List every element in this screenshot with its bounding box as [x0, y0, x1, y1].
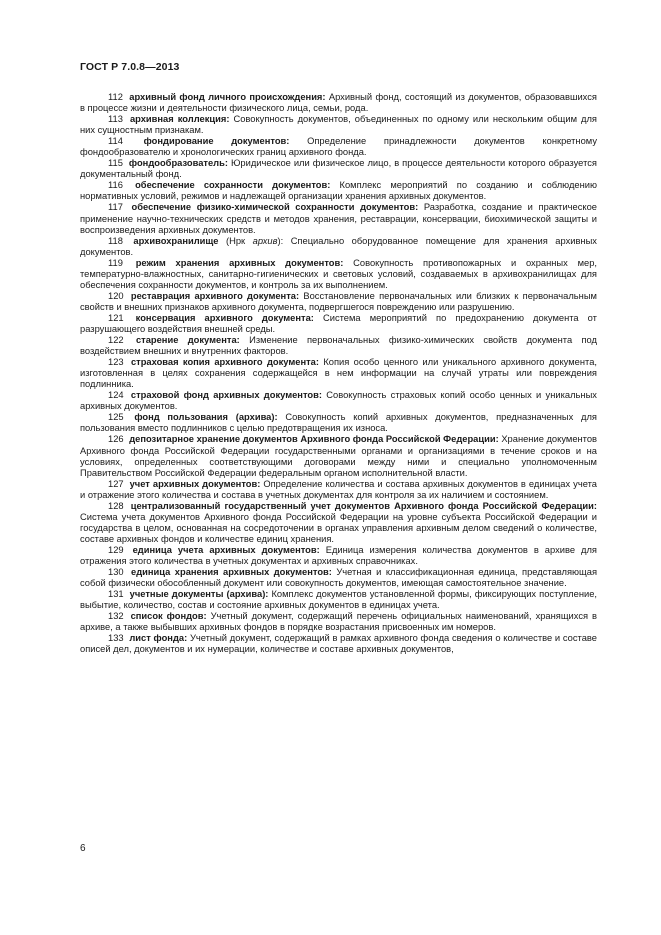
entry-definition: Комплекс документов установленной формы, фиксирующих поступление, выбытие, количество, состав и состояние архивных документов в единицах учета. — [80, 589, 598, 611]
entry-number: 118 — [108, 235, 123, 246]
term-entry — [80, 202, 597, 235]
entry-definition: Совокупность копий архивных документов, предназначенных для пользования вместо подлинников с целью предотвращения их износа. — [80, 412, 597, 434]
entry-definition: Юридическое или физическое лицо, в процессе деятельности которого образуется документальный фонд. — [80, 158, 597, 180]
entry-number: 121 — [108, 312, 124, 323]
entry-term: централизованный государственный учет документов Архивного фонда Российской Федерации: — [130, 500, 597, 511]
entry-note-close: ): — [277, 235, 284, 246]
entry-number: 122 — [108, 335, 124, 346]
term-entry — [80, 589, 597, 611]
term-entry — [80, 412, 597, 434]
term-entry — [80, 357, 597, 390]
entry-note-italic: архив — [252, 235, 278, 246]
entry-term: список фондов: — [130, 611, 207, 622]
entry-term: страховой фонд архивных документов: — [130, 390, 322, 401]
entry-term: обеспечение физико-химической сохранности документов: — [131, 202, 419, 213]
entry-definition: Копия особо ценного или уникального архивного документа, изготовленная в целях сохранения содержащейся в нем информации на случай утраты или повреждения подлинника. — [80, 357, 597, 390]
entry-number: 117 — [108, 202, 123, 213]
entry-definition: Хранение документов Архивного фонда Российской Федерации государственными органами и организациями в течение сроков и на условиях, определенных соответствующими договорами между ними и специально уполномоченным Правительством Российской Федерации федеральным органом исполнительной власти. — [80, 434, 598, 478]
entry-term: учет архивных документов: — [129, 478, 261, 489]
entry-term: реставрация архивного документа: — [130, 290, 300, 301]
entry-definition: Учетная и классификационная единица, представляющая собой физически обособленный документ или совокупность документов, имеющая самостоятельное значение. — [80, 567, 598, 589]
entry-term: фонд пользования (архива): — [134, 412, 278, 423]
entry-term: режим хранения архивных документов: — [135, 257, 344, 268]
entry-number: 128 — [108, 500, 124, 511]
entry-definition: Совокупность страховых копий особо ценных и уникальных архивных документов. — [80, 390, 597, 412]
term-entry — [80, 114, 597, 136]
entry-number: 120 — [108, 290, 124, 301]
entry-number: 124 — [108, 390, 124, 401]
entry-term: архивная коллекция: — [129, 114, 230, 125]
entry-number: 132 — [108, 611, 124, 622]
entry-term: старение документа: — [135, 335, 240, 346]
entry-definition: Определение количества и состава архивных документов в единицах учета и отражение этого количества и состава в учетных документах для контроля за их наличием и состоянием. — [80, 478, 597, 500]
entry-definition: Восстановление первоначальных или близких к первоначальным свойств и внешних признаков архивного документа, подвергшегося повреждению или разрушению. — [80, 290, 597, 312]
term-entry — [80, 236, 597, 258]
entry-number: 126 — [108, 434, 124, 445]
entry-number: 116 — [108, 180, 123, 191]
entry-definition: Совокупность противопожарных и охранных мер, температурно-влажностных, санитарно-гигиенических и световых условий, создаваемых в архивохранилищах для обеспечения сохранности документов, и контроль за их выполнением. — [80, 257, 598, 290]
document-header: ГОСТ Р 7.0.8—2013 — [80, 61, 180, 73]
term-entry — [80, 611, 597, 633]
entry-definition: Учетный документ, содержащий в рамках архивного фонда сведения о количестве и составе описей дел, документов и их нумерации, количестве и составе архивных документов, — [80, 633, 597, 655]
term-entry — [80, 501, 597, 545]
entry-definition: Комплекс мероприятий по созданию и соблюдению нормативных условий, режимов и надлежащей организации хранения архивных документов. — [80, 180, 597, 202]
entry-term: консервация архивного документа: — [135, 312, 314, 323]
term-entry — [80, 313, 597, 335]
term-entry — [80, 291, 597, 313]
term-entry — [80, 545, 597, 567]
document-body — [80, 92, 597, 655]
entry-term: архивный фонд личного происхождения: — [129, 92, 326, 102]
term-entry — [80, 180, 597, 202]
term-entry — [80, 390, 597, 412]
entry-term: депозитарное хранение документов Архивного фонда Российской Федерации: — [129, 434, 499, 445]
entry-number: 119 — [108, 257, 123, 268]
entry-number: 133 — [108, 633, 124, 644]
entry-definition: Единица измерения количества документов в архиве для отражения этого количества в учетных документах и архивных справочниках. — [80, 544, 597, 566]
entry-term: лист фонда: — [129, 633, 188, 644]
entry-number: 131 — [108, 589, 124, 600]
entry-definition: Архивный фонд, состоящий из документов, образовавшихся в процессе жизни и деятельности физического лица, семьи, рода. — [80, 92, 597, 114]
entry-term: страховая копия архивного документа: — [130, 357, 319, 368]
term-entry — [80, 158, 597, 180]
entry-number: 115 — [108, 158, 123, 169]
page-number: 6 — [80, 843, 86, 854]
entry-number: 113 — [108, 114, 123, 125]
entry-definition: Система мероприятий по предохранению документа от разрушающего воздействия внешней среды. — [80, 312, 597, 334]
entry-definition: Изменение первоначальных физико-химических свойств документа под воздействием внешних и внутренних факторов. — [80, 335, 597, 357]
entry-definition: Специально оборудованное помещение для хранения архивных документов. — [80, 235, 597, 257]
entry-definition: Определение принадлежности документов конкретному фондообразователю и хронологических границ архивного фонда. — [80, 136, 597, 158]
entry-number: 123 — [108, 357, 124, 368]
term-entry — [80, 92, 597, 114]
term-entry — [80, 633, 597, 655]
term-entry — [80, 434, 597, 478]
entry-number: 127 — [108, 478, 124, 489]
entry-definition: Система учета документов Архивного фонда Российской Федерации на уровне субъекта Российской Федерации и государства в целом, основанная на сосредоточении в органах управления архивным делом сведений о количестве, составе архивных фондов и количестве единиц хранения. — [80, 511, 597, 544]
entry-term: фондообразователь: — [128, 158, 228, 169]
entry-term: учетные документы (архива): — [129, 589, 269, 600]
entry-definition: Совокупность документов, объединенных по одному или нескольким общим для них сущностным признакам. — [80, 114, 597, 136]
term-entry — [80, 567, 597, 589]
entry-number: 125 — [108, 412, 124, 423]
term-entry — [80, 335, 597, 357]
entry-term: фондирование документов: — [143, 136, 290, 147]
entry-term: обеспечение сохранности документов: — [135, 180, 331, 191]
entry-term: единица учета архивных документов: — [132, 544, 320, 555]
entry-number: 114 — [108, 136, 123, 147]
term-entry — [80, 136, 597, 158]
entry-term: единица хранения архивных документов: — [131, 567, 332, 578]
entry-definition: Учетный документ, содержащий перечень официальных наименований, хранящихся в архиве, а также выбывших архивных фондов в порядке возрастания присвоенных им номеров. — [80, 611, 597, 633]
entry-number: 129 — [108, 544, 124, 555]
entry-note-open: (Нрк — [218, 235, 253, 246]
entry-number: 112 — [108, 92, 123, 102]
entry-definition: Разработка, создание и практическое применение научно-технических средств и методов хранения, реставрации, консервации, биохимической защиты и воспроизведения архивных документов. — [80, 202, 597, 235]
term-entry — [80, 479, 597, 501]
entry-term: архивохранилище — [133, 235, 219, 246]
entry-number: 130 — [108, 567, 124, 578]
term-entry — [80, 258, 597, 291]
